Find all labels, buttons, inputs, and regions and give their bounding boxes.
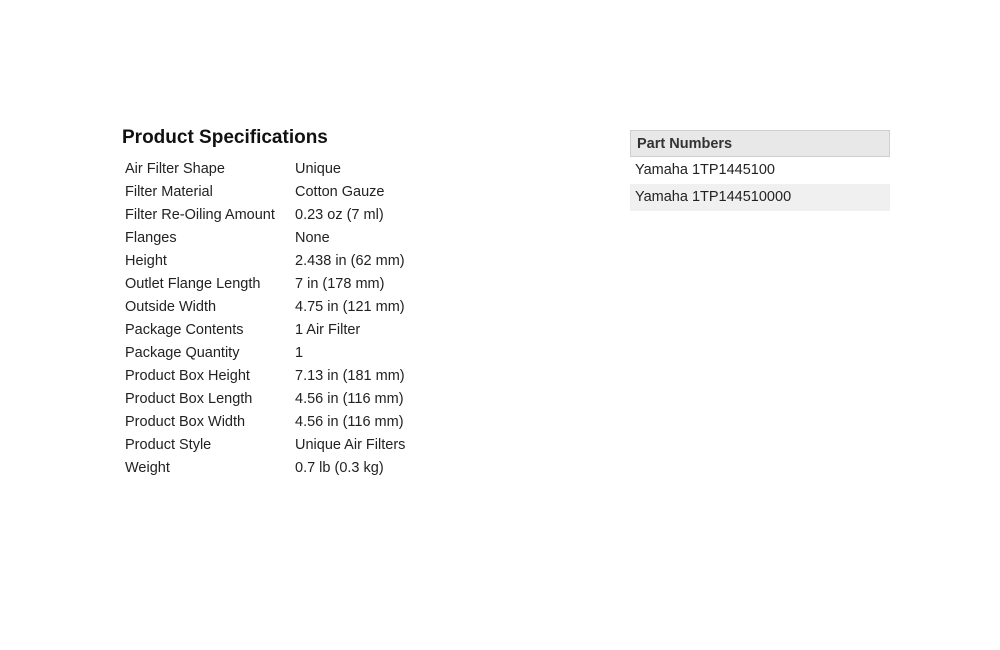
- spec-value: 0.7 lb (0.3 kg): [295, 460, 384, 476]
- part-numbers-header: Part Numbers: [630, 130, 890, 157]
- specifications-title: Product Specifications: [122, 127, 328, 148]
- spec-row: [122, 457, 405, 480]
- spec-row: [122, 434, 405, 457]
- spec-row: [122, 250, 405, 273]
- spec-label: Product Style: [125, 437, 212, 453]
- spec-value: 1: [295, 345, 304, 361]
- spec-value: 4.56 in (116 mm): [295, 391, 404, 407]
- spec-value: 4.56 in (116 mm): [295, 414, 404, 430]
- spec-row: [122, 342, 405, 365]
- spec-value: Unique Air Filters: [295, 437, 406, 453]
- spec-label: Weight: [125, 460, 170, 476]
- specifications-table: [122, 158, 405, 480]
- spec-label: Product Box Height: [125, 368, 250, 384]
- spec-label: Product Box Width: [125, 414, 246, 430]
- spec-row: [122, 319, 405, 342]
- spec-label: Filter Material: [125, 184, 213, 200]
- spec-row: [122, 273, 405, 296]
- spec-value: Unique: [295, 161, 341, 177]
- spec-label: Outlet Flange Length: [125, 276, 261, 292]
- spec-label: Filter Re-Oiling Amount: [125, 207, 275, 223]
- spec-label: Product Box Length: [125, 391, 253, 407]
- spec-row: [122, 204, 405, 227]
- spec-label: Package Contents: [125, 322, 244, 338]
- spec-value: 7 in (178 mm): [295, 276, 385, 292]
- spec-value: 1 Air Filter: [295, 322, 361, 338]
- product-specifications-section: [122, 126, 452, 480]
- spec-row: [122, 158, 405, 181]
- spec-value: 2.438 in (62 mm): [295, 253, 405, 269]
- spec-label: Flanges: [125, 230, 177, 246]
- spec-row: [122, 411, 405, 434]
- spec-row: [122, 181, 405, 204]
- spec-row: [122, 388, 405, 411]
- part-number-row: Yamaha 1TP1445100: [635, 162, 776, 178]
- part-numbers-section: [630, 130, 890, 211]
- part-number-row: Yamaha 1TP144510000: [630, 184, 890, 211]
- spec-value: 7.13 in (181 mm): [295, 368, 405, 384]
- spec-value: 4.75 in (121 mm): [295, 299, 405, 315]
- spec-row: [122, 227, 405, 250]
- spec-value: Cotton Gauze: [295, 184, 385, 200]
- spec-row: [122, 296, 405, 319]
- spec-value: 0.23 oz (7 ml): [295, 207, 384, 223]
- spec-label: Height: [125, 253, 167, 269]
- spec-label: Package Quantity: [125, 345, 240, 361]
- spec-label: Outside Width: [125, 299, 217, 315]
- spec-value: None: [295, 230, 330, 246]
- spec-label: Air Filter Shape: [125, 161, 225, 177]
- spec-row: [122, 365, 405, 388]
